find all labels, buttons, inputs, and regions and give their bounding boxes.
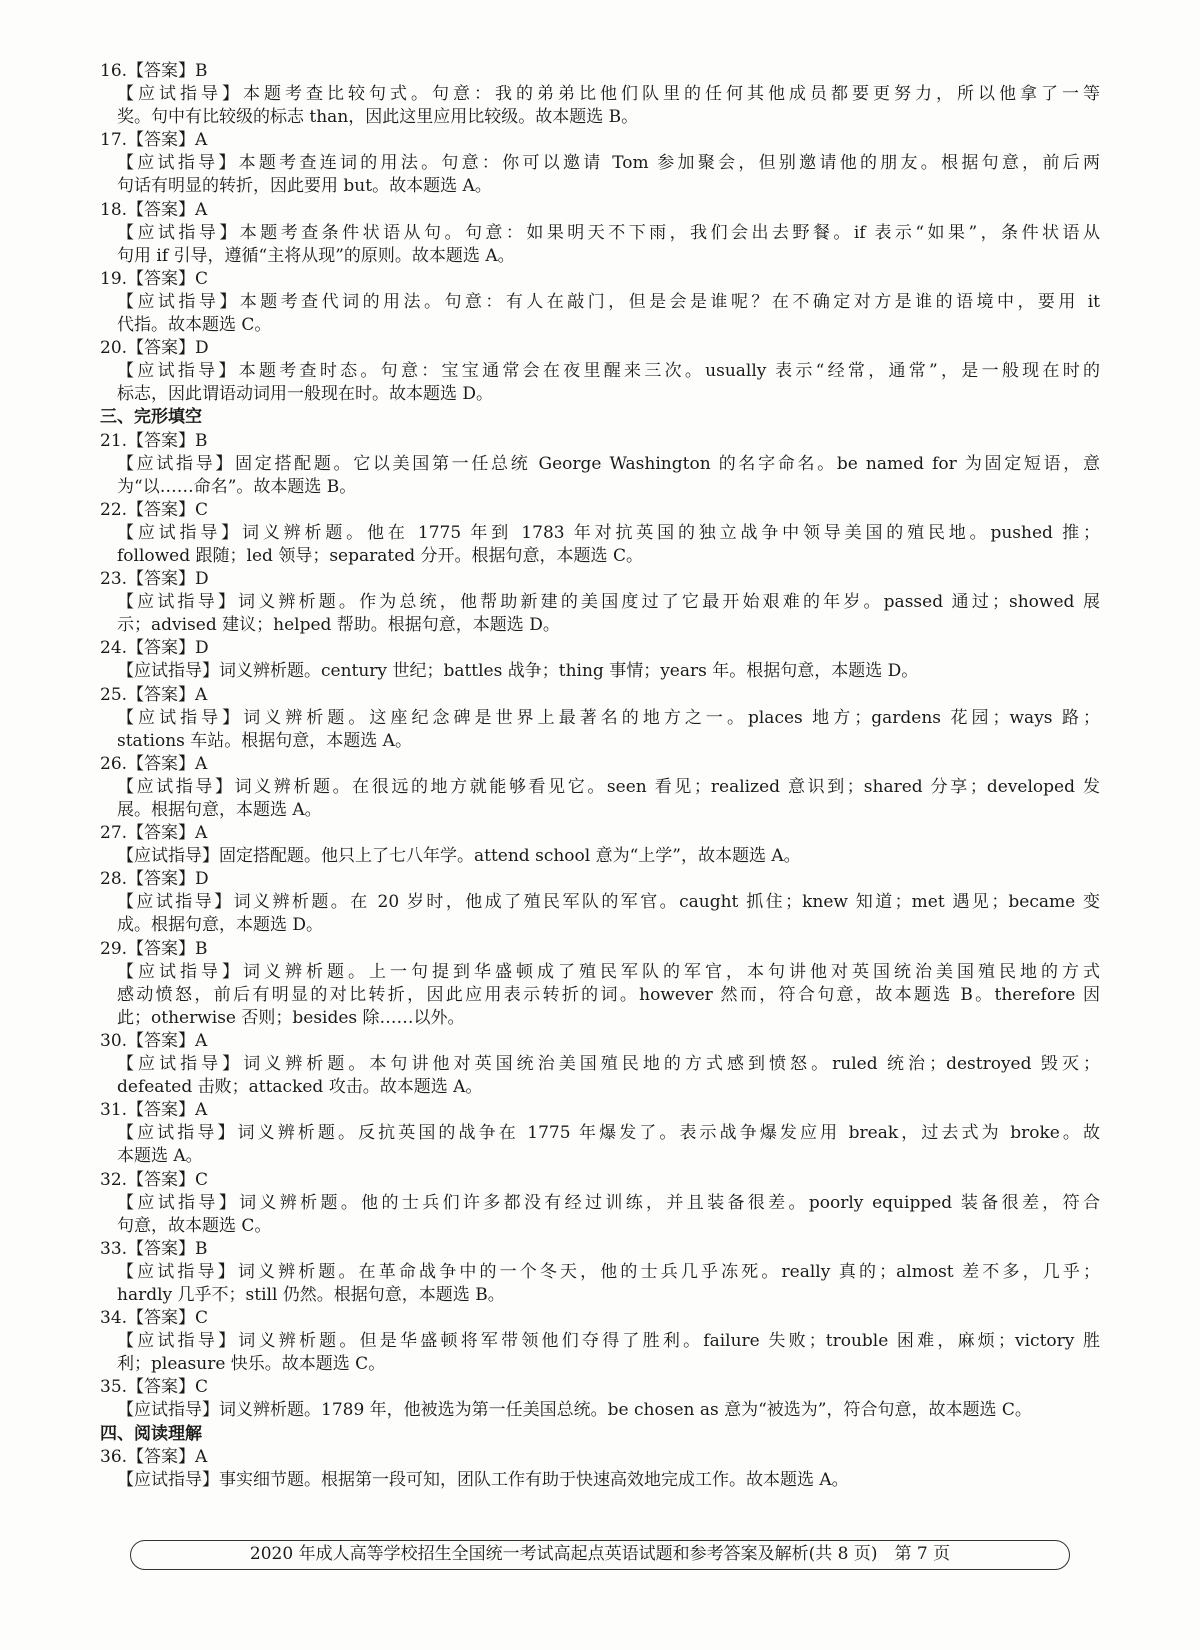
guide-line: 【应试指导】词义辨析题。在很远的地方就能够看见它。seen 看见；realized 意识到；shared 分享；developed 发 bbox=[117, 776, 1100, 797]
answer-key: 【答案】D bbox=[127, 569, 209, 590]
guide-line: 代指。故本题选 C。 bbox=[117, 315, 272, 336]
page-footer: 2020 年成人高等学校招生全国统一考试高起点英语试题和参考答案及解析(共 8 页) 第 7 页 bbox=[130, 1540, 1070, 1570]
guide-line: 【应试指导】本题考查时态。句意：宝宝通常会在夜里醒来三次。usually 表示“经常，通常”，是一般现在时的 bbox=[117, 361, 1100, 382]
question-number: 36. bbox=[100, 1446, 128, 1467]
guide-line: 【应试指导】固定搭配题。他只上了七八年学。attend school 意为“上学”，故本题选 A。 bbox=[117, 846, 801, 867]
question-number: 20. bbox=[100, 338, 128, 359]
answer-key: 【答案】A bbox=[127, 199, 208, 220]
answer-key: 【答案】B bbox=[127, 938, 208, 959]
answer-key: 【答案】B bbox=[127, 61, 208, 81]
question-number: 29. bbox=[100, 938, 128, 959]
answer-line bbox=[100, 199, 1100, 222]
answer-key: 【答案】A bbox=[127, 1100, 208, 1121]
question-number: 35. bbox=[100, 1377, 128, 1398]
question-number: 23. bbox=[100, 569, 128, 590]
guide-line: 【应试指导】词义辨析题。这座纪念碑是世界上最著名的地方之一。places 地方；gardens 花园；ways 路； bbox=[117, 707, 1100, 728]
guide-line: 【应试指导】词义辨析题。他在 1775 年到 1783 年对抗英国的独立战争中领导美国的殖民地。pushed 推； bbox=[117, 522, 1100, 543]
answer-line bbox=[100, 129, 1100, 152]
guide-line: 【应试指导】本题考查代词的用法。句意：有人在敲门，但是会是谁呢？在不确定对方是谁的语境中，要用 it bbox=[117, 291, 1100, 312]
answer-line bbox=[100, 753, 1100, 776]
guide-line: 【应试指导】词义辨析题。本句讲他对英国统治美国殖民地的方式感到愤怒。ruled 统治；destroyed 毁灭； bbox=[117, 1054, 1100, 1075]
question-number: 16. bbox=[100, 61, 128, 81]
guide-line: stations 车站。根据句意，本题选 A。 bbox=[117, 730, 412, 751]
question-number: 25. bbox=[100, 684, 128, 705]
answer-key: 【答案】C bbox=[127, 1308, 209, 1329]
guide-line: 为“以……命名”。故本题选 B。 bbox=[117, 476, 357, 497]
answer-line bbox=[100, 684, 1100, 707]
question-number: 18. bbox=[100, 199, 128, 220]
answer-key: 【答案】B bbox=[127, 1238, 208, 1259]
question-number: 31. bbox=[100, 1100, 128, 1121]
guide-line: 本题选 A。 bbox=[117, 1146, 203, 1167]
question-number: 32. bbox=[100, 1169, 128, 1190]
guide-line: 【应试指导】事实细节题。根据第一段可知，团队工作有助于快速高效地完成工作。故本题选 A。 bbox=[117, 1469, 849, 1490]
guide-line: followed 跟随；led 领导；separated 分开。根据句意，本题选 C。 bbox=[117, 545, 643, 566]
answer-line bbox=[100, 1030, 1100, 1053]
guide-line: 【应试指导】词义辨析题。上一句提到华盛顿成了殖民军队的军官，本句讲他对英国统治美国殖民地的方式 bbox=[117, 961, 1100, 982]
question-number: 19. bbox=[100, 268, 128, 289]
guide-line: 【应试指导】词义辨析题。1789 年，他被选为第一任美国总统。be chosen as 意为“被选为”，符合句意，故本题选 C。 bbox=[117, 1400, 1032, 1421]
guide-line: hardly 几乎不；still 仍然。根据句意，本题选 B。 bbox=[117, 1284, 505, 1305]
answer-line bbox=[100, 1238, 1100, 1261]
answer-key: 【答案】A bbox=[127, 684, 208, 705]
question-number: 34. bbox=[100, 1308, 128, 1329]
guide-line: 【应试指导】词义辨析题。反抗英国的战争在 1775 年爆发了。表示战争爆发应用 break，过去式为 broke。故 bbox=[117, 1123, 1100, 1144]
answer-key: 【答案】A bbox=[127, 753, 208, 774]
answer-key: 【答案】D bbox=[127, 338, 209, 359]
answer-page bbox=[100, 60, 1100, 1492]
question-number: 21. bbox=[100, 430, 128, 451]
section-title-reading: 四、阅读理解 bbox=[100, 1423, 202, 1444]
answer-key: 【答案】A bbox=[127, 130, 208, 151]
question-number: 22. bbox=[100, 499, 128, 520]
guide-line: defeated 击败；attacked 攻击。故本题选 A。 bbox=[117, 1077, 483, 1098]
answer-key: 【答案】C bbox=[127, 1169, 209, 1190]
question-number: 33. bbox=[100, 1238, 128, 1259]
answer-line bbox=[100, 1169, 1100, 1192]
guide-line: 标志，因此谓语动词用一般现在时。故本题选 D。 bbox=[117, 384, 494, 405]
question-number: 17. bbox=[100, 130, 128, 151]
answer-line bbox=[100, 1099, 1100, 1122]
section-title-cloze: 三、完形填空 bbox=[100, 407, 202, 428]
guide-line: 句意，故本题选 C。 bbox=[117, 1215, 272, 1236]
answer-line bbox=[100, 938, 1100, 961]
answer-line bbox=[100, 1307, 1100, 1330]
guide-line: 感动愤怒，前后有明显的对比转折，因此应用表示转折的词。however 然而，符合句意，故本题选 B。therefore 因 bbox=[117, 984, 1100, 1005]
answer-key: 【答案】D bbox=[127, 638, 209, 659]
answer-line bbox=[100, 499, 1100, 522]
answer-key: 【答案】A bbox=[127, 1030, 208, 1051]
answer-line bbox=[100, 568, 1100, 591]
answer-line bbox=[100, 1446, 1100, 1469]
guide-line: 句用 if 引导，遵循“主将从现”的原则。故本题选 A。 bbox=[117, 245, 515, 266]
answer-line bbox=[100, 337, 1100, 360]
answer-line bbox=[100, 430, 1100, 453]
guide-line: 【应试指导】词义辨析题。作为总统，他帮助新建的美国度过了它最开始艰难的年岁。passed 通过；showed 展 bbox=[117, 592, 1100, 613]
answer-line bbox=[100, 1376, 1100, 1399]
guide-line: 句话有明显的转折，因此要用 but。故本题选 A。 bbox=[117, 176, 492, 197]
answer-key: 【答案】A bbox=[127, 1446, 208, 1467]
answer-key: 【答案】B bbox=[127, 430, 208, 451]
guide-line: 【应试指导】固定搭配题。它以美国第一任总统 George Washington 的名字命名。be named for 为固定短语，意 bbox=[117, 453, 1100, 474]
guide-line: 【应试指导】词义辨析题。在 20 岁时，他成了殖民军队的军官。caught 抓住；knew 知道；met 遇见；became 变 bbox=[117, 892, 1100, 913]
answer-line bbox=[100, 268, 1100, 291]
question-number: 24. bbox=[100, 638, 128, 659]
guide-line: 成。根据句意，本题选 D。 bbox=[117, 915, 324, 936]
guide-line: 【应试指导】词义辨析题。但是华盛顿将军带领他们夺得了胜利。failure 失败；trouble 困难，麻烦；victory 胜 bbox=[117, 1331, 1100, 1352]
answer-key: 【答案】C bbox=[127, 499, 209, 520]
guide-line: 【应试指导】本题考查比较句式。句意：我的弟弟比他们队里的任何其他成员都要更努力，所以他拿了一等 bbox=[117, 84, 1100, 105]
guide-line: 【应试指导】词义辨析题。他的士兵们许多都没有经过训练，并且装备很差。poorly equipped 装备很差，符合 bbox=[117, 1192, 1100, 1213]
question-number: 28. bbox=[100, 869, 128, 890]
question-number: 27. bbox=[100, 823, 128, 844]
guide-line: 展。根据句意，本题选 A。 bbox=[117, 800, 322, 820]
guide-line: 【应试指导】词义辨析题。在革命战争中的一个冬天，他的士兵几乎冻死。really 真的；almost 差不多，几乎； bbox=[117, 1261, 1100, 1282]
answer-line bbox=[100, 60, 1100, 83]
guide-line: 【应试指导】本题考查连词的用法。句意：你可以邀请 Tom 参加聚会，但别邀请他的朋友。根据句意，前后两 bbox=[117, 153, 1100, 174]
guide-line: 利；pleasure 快乐。故本题选 C。 bbox=[117, 1354, 386, 1375]
question-number: 26. bbox=[100, 753, 128, 774]
guide-line: 示；advised 建议；helped 帮助。根据句意，本题选 D。 bbox=[117, 615, 560, 636]
question-number: 30. bbox=[100, 1030, 128, 1051]
guide-line: 奖。句中有比较级的标志 than，因此这里应用比较级。故本题选 B。 bbox=[117, 107, 639, 128]
answer-key: 【答案】A bbox=[127, 823, 208, 844]
answer-line bbox=[100, 822, 1100, 845]
answer-key: 【答案】C bbox=[127, 1377, 209, 1398]
answer-key: 【答案】C bbox=[127, 268, 209, 289]
guide-line: 此；otherwise 否则；besides 除……以外。 bbox=[117, 1007, 465, 1028]
answer-key: 【答案】D bbox=[127, 869, 209, 890]
guide-line: 【应试指导】词义辨析题。century 世纪；battles 战争；thing 事情；years 年。根据句意，本题选 D。 bbox=[117, 661, 919, 682]
answer-line bbox=[100, 637, 1100, 660]
guide-line: 【应试指导】本题考查条件状语从句。句意：如果明天不下雨，我们会出去野餐。if 表示“如果”，条件状语从 bbox=[117, 222, 1100, 243]
answer-line bbox=[100, 868, 1100, 891]
